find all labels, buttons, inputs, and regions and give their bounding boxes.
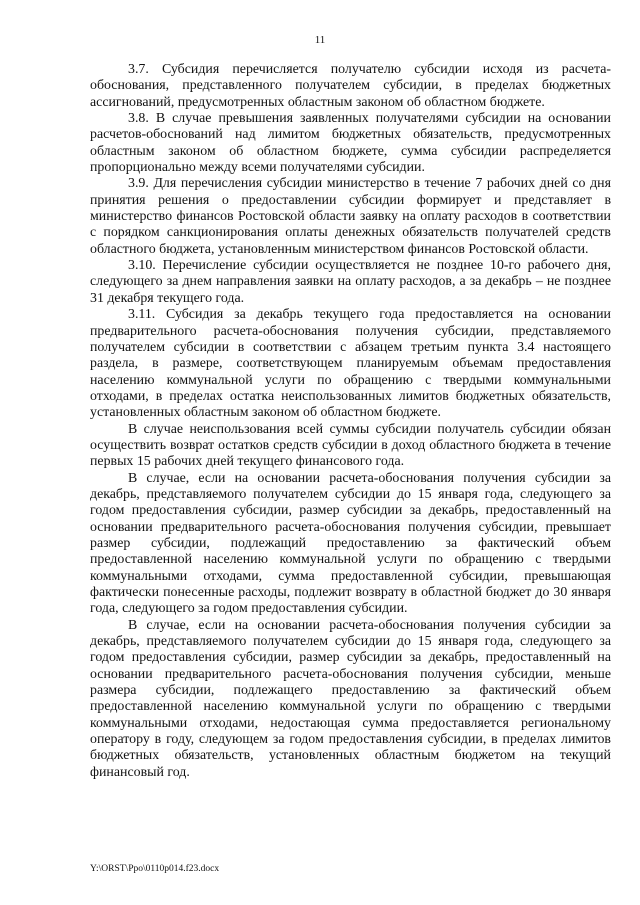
paragraph-3-10: 3.10. Перечисление субсидии осуществляется не позднее 10-го рабочего дня, следующего за днем направления заявки на оплату расходов, а за декабрь – не позднее 31 декабря текущего года. (90, 258, 611, 306)
paragraph-unused-subsidy: В случае неиспользования всей суммы субсидии получатель субсидии обязан осуществить возврат остатков средств субсидии в доход областного бюджета в течение первых 15 рабочих дней текущего финансового года. (90, 421, 611, 470)
paragraph-3-7: 3.7. Субсидия перечисляется получателю субсидии исходя из расчета-обоснования, представленного получателем субсидии, в пределах бюджетных ассигнований, предусмотренных областным законом об областном бюджете. (90, 62, 611, 110)
document-body (90, 62, 611, 781)
paragraph-excess-subsidy: В случае, если на основании расчета-обоснования получения субсидии за декабрь, представляемого получателем субсидии до 15 января года, следующего за годом предоставления субсидии, размер субсидии за декабрь, предоставленный на основании предварительного расчета-обоснования получения субсидии, превышает размер субсидии, подлежащий предоставлению за фактический объем предоставленной населению коммунальной услуги по обращению с твердыми коммунальными отходами, сумма предоставленной субсидии, превышающая фактически понесенные расходы, подлежит возврату в областной бюджет до 30 января года, следующего за годом предоставления субсидии. (90, 470, 611, 617)
paragraph-3-9: 3.9. Для перечисления субсидии министерство в течение 7 рабочих дней со дня принятия решения о предоставлении субсидии формирует и представляет в министерство финансов Ростовской области заявку на оплату расходов в соответствии с порядком санкционирования оплаты денежных обязательств получателей средств областного бюджета, установленным министерством финансов Ростовской области. (90, 176, 611, 257)
paragraph-shortfall-subsidy: В случае, если на основании расчета-обоснования получения субсидии за декабрь, представляемого получателем субсидии до 15 января года, следующего за годом предоставления субсидии, размер субсидии за декабрь, предоставленный на основании предварительного расчета-обоснования получения субсидии, меньше размера субсидии, подлежащего предоставлению за фактический объем предоставленной населению коммунальной услуги по обращению с твердыми коммунальными отходами, недостающая сумма предоставляется региональному оператору в году, следующем за годом предоставления субсидии, в пределах лимитов бюджетных обязательств, установленных областным бюджетом на текущий финансовый год. (90, 617, 611, 780)
paragraph-3-8: 3.8. В случае превышения заявленных получателями субсидии на основании расчетов-обоснований над лимитом бюджетных обязательств, предусмотренных областным законом об областном бюджете, сумма субсидии распределяется пропорционально между всеми получателями субсидии. (90, 111, 611, 176)
page-number: 11 (314, 34, 326, 46)
paragraph-3-11: 3.11. Субсидия за декабрь текущего года предоставляется на основании предварительного расчета-обоснования получения субсидии, представляемого получателем субсидии в соответствии с абзацем третьим пункта 3.4 настоящего раздела, в размере, соответствующем планируемым объемам предоставления населению коммунальной услуги по обращению с твердыми коммунальными отходами, в пределах остатка неиспользованных лимитов бюджетных обязательств, установленных областным законом об областном бюджете. (90, 307, 611, 421)
file-path-footer: Y:\ORST\Ppo\0110p014.f23.docx (90, 864, 220, 874)
